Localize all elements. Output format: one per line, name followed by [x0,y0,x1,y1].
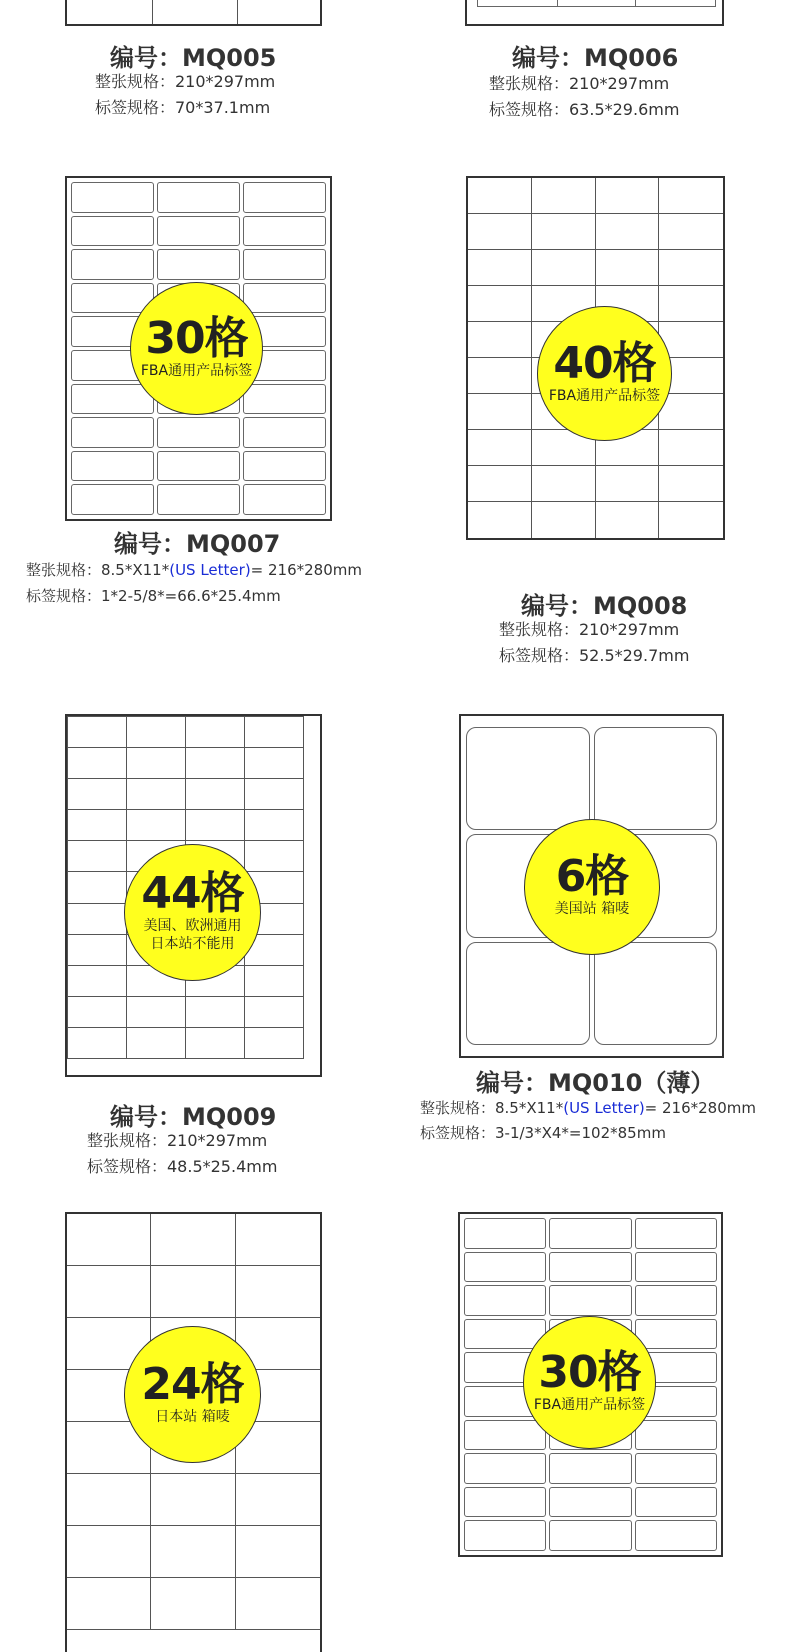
badge-caption: 日本站 箱唛 [155,1408,230,1425]
badge-caption: FBA通用产品标签 [533,1396,646,1413]
badge-caption: 美国、欧洲通用 日本站不能用 [143,918,242,952]
product-code: 编号：MQ006 [512,44,679,72]
label-spec: 标签规格：63.5*29.6mm [489,100,680,119]
sheet-mq006-partial [465,0,724,26]
badge-count: 40格 [553,337,656,389]
grid-count-badge [523,1316,656,1449]
sheet-spec: 整张规格：210*297mm [95,72,276,91]
badge-count: 44格 [141,868,244,919]
grid-count-badge [124,844,261,981]
sheet-spec [420,1101,756,1116]
sheet-spec: 整张规格：210*297mm [489,74,670,93]
badge-caption: FBA通用产品标签 [140,362,253,379]
product-code: 编号：MQ009 [110,1103,277,1131]
sheet-spec: 整张规格：210*297mm [87,1131,268,1150]
grid-count-badge [524,819,660,955]
product-code: 编号：MQ007 [114,530,281,558]
sheet-spec-prefix: 整张规格：8.5*X11* [420,1099,564,1117]
badge-count: 6格 [555,851,629,903]
badge-caption: FBA通用产品标签 [548,387,661,404]
sheet-spec: 整张规格：210*297mm [499,620,680,639]
label-spec: 标签规格：52.5*29.7mm [499,646,690,665]
sheet-spec [26,563,362,578]
label-spec: 标签规格：3-1/3*X4*=102*85mm [420,1124,666,1142]
grid-count-badge [537,306,672,441]
label-spec: 标签规格：48.5*25.4mm [87,1157,278,1176]
label-spec: 标签规格：1*2-5/8*=66.6*25.4mm [26,587,281,605]
sheet-spec-suffix: = 216*280mm [250,561,362,579]
us-letter-text: (US Letter) [169,561,251,579]
us-letter-text: (US Letter) [563,1099,645,1117]
badge-count: 30格 [145,312,248,364]
product-code: 编号：MQ005 [110,44,277,72]
sheet-mq005-partial [65,0,322,26]
grid-count-badge [124,1326,261,1463]
product-code: 编号：MQ008 [521,592,688,620]
sheet-spec-prefix: 整张规格：8.5*X11* [26,561,170,579]
badge-count: 30格 [538,1346,641,1398]
badge-count: 24格 [141,1358,244,1410]
badge-caption: 美国站 箱唛 [554,901,630,918]
product-code: 编号：MQ010（薄） [476,1069,715,1097]
grid-count-badge [130,282,263,415]
sheet-spec-suffix: = 216*280mm [644,1099,756,1117]
label-spec: 标签规格：70*37.1mm [95,98,271,117]
